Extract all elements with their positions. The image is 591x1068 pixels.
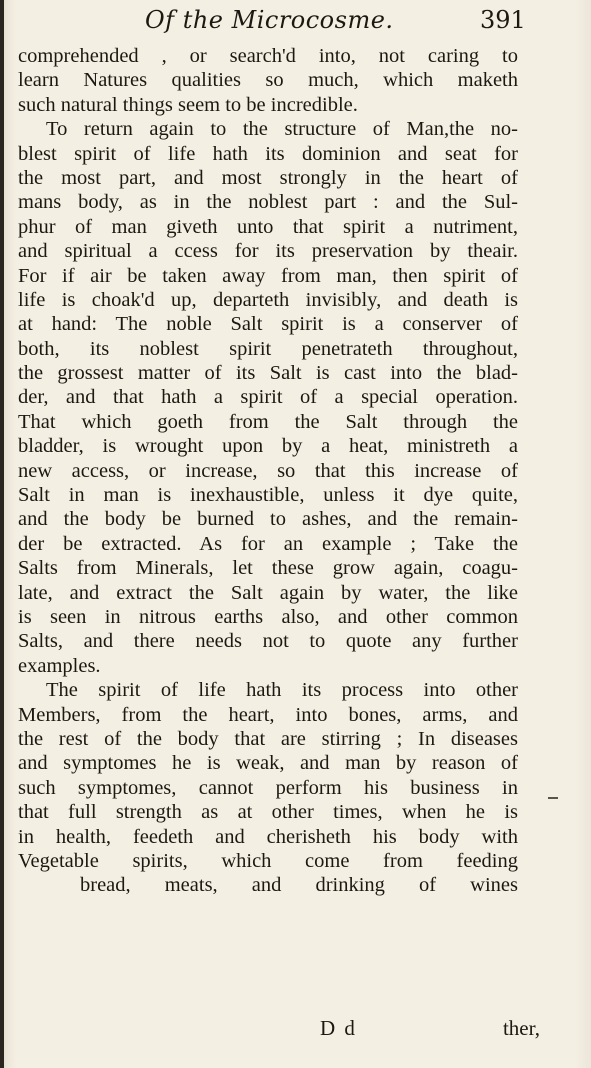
text-line: bread, meats, and drinking of wines — [80, 874, 518, 897]
text-line: Salt in man is inexhaustible, unless it dye quite, — [18, 484, 518, 507]
page-footer — [18, 1016, 540, 1046]
text-line: comprehended , or search'd into, not caring to — [18, 45, 518, 67]
text-line: examples. — [18, 654, 101, 677]
text-line: To return again to the structure of Man,the no- — [46, 118, 518, 141]
text-line: life is choak'd up, departeth invisibly, and death is — [18, 288, 518, 311]
page-number: 391 — [480, 6, 526, 34]
text-line: Salts, and there needs not to quote any further — [18, 630, 518, 653]
text-line: the most part, and most strongly in the heart of — [18, 166, 518, 189]
text-line: at hand: The noble Salt spirit is a conserver of — [18, 313, 518, 336]
text-line: For if air be taken away from man, then spirit of — [18, 264, 518, 287]
margin-mark — [548, 797, 558, 799]
text-line: and the body be burned to ashes, and the remain- — [18, 508, 518, 531]
text-line: bladder, is wrought upon by a heat, ministreth a — [18, 435, 518, 458]
catchword: ther, — [502, 1016, 540, 1040]
text-line: such symptomes, cannot perform his business in — [18, 776, 518, 799]
text-line: that full strength as at other times, when he is — [18, 801, 518, 824]
text-line: phur of man giveth unto that spirit a nutriment, — [18, 215, 518, 238]
text-line: both, its noblest spirit penetrateth throughout, — [18, 337, 518, 360]
text-line: Vegetable spirits, which come from feeding — [18, 849, 518, 872]
text-line: is seen in nitrous earths also, and other common — [18, 605, 518, 628]
text-line: new access, or increase, so that this increase of — [18, 459, 518, 482]
text-line: and symptomes he is weak, and man by reason of — [18, 752, 518, 775]
text-line: der, and that hath a spirit of a special operation. — [18, 386, 518, 409]
text-line: and spiritual a ccess for its preservation by theair. — [18, 240, 518, 263]
text-line: late, and extract the Salt again by water, the like — [18, 581, 518, 604]
text-line: learn Natures qualities so much, which maketh — [18, 69, 518, 92]
text-line: The spirit of life hath its process into other — [46, 679, 518, 702]
text-line: Members, from the heart, into bones, arms, and — [18, 703, 518, 726]
text-line: in health, feedeth and cherisheth his body with — [18, 825, 518, 848]
text-line: mans body, as in the noblest part : and the Sul- — [18, 191, 518, 214]
text-line: the grossest matter of its Salt is cast into the blad- — [18, 362, 518, 385]
text-line: blest spirit of life hath its dominion and seat for — [18, 142, 518, 165]
text-line: such natural things seem to be incredible. — [18, 93, 358, 116]
running-title: Of the Microcosme. — [145, 6, 394, 34]
text-line: That which goeth from the Salt through the — [18, 410, 518, 433]
signature-mark: D d — [320, 1016, 357, 1040]
page-gutter-edge — [0, 0, 4, 1068]
running-head — [20, 6, 540, 40]
text-line: Salts from Minerals, let these grow again, coagu- — [18, 557, 518, 580]
text-line: the rest of the body that are stirring ; In diseases — [18, 727, 518, 750]
body-text — [18, 44, 518, 898]
text-line: der be extracted. As for an example ; Take the — [18, 532, 518, 555]
